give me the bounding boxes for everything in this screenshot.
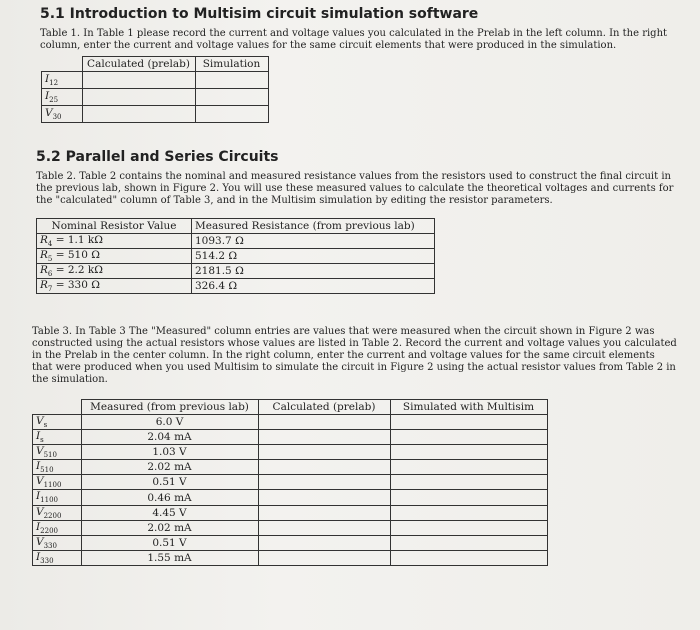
table1-header-simulation: Simulation <box>195 57 268 72</box>
table2-description: Table 2. Table 2 contains the nominal and measured resistance values from the resistors used to construct the final circuit in the previous lab, shown in Figure 2. You will use these measured values to calculate the theoretical voltages and currents for the "calculated" column of Table 3, and in the Multisim simulation by editing the resistor parameters. <box>36 171 674 206</box>
row-label: $V_{330}$ <box>33 535 82 550</box>
table-row <box>33 490 548 505</box>
simulation-cell[interactable] <box>195 72 268 89</box>
table-row <box>33 430 548 445</box>
table-row <box>37 234 435 249</box>
table3 <box>32 399 548 566</box>
calculated-cell[interactable] <box>258 505 390 520</box>
table-row <box>33 505 548 520</box>
table3-header-blank <box>33 400 82 415</box>
table-row <box>33 550 548 565</box>
row-label: $I_s$ <box>33 430 82 445</box>
nominal-cell: $R_5 = 510$ Ω <box>37 249 192 264</box>
row-label: $V_{510}$ <box>33 445 82 460</box>
table-row <box>33 475 548 490</box>
calculated-cell[interactable] <box>258 415 390 430</box>
calculated-cell[interactable] <box>82 106 195 123</box>
row-label: $V_s$ <box>33 415 82 430</box>
table2-header-nominal: Nominal Resistor Value <box>37 219 192 234</box>
section-5-2-heading: 5.2 Parallel and Series Circuits <box>36 149 279 165</box>
simulated-cell[interactable] <box>390 475 547 490</box>
calculated-cell[interactable] <box>258 535 390 550</box>
table-row <box>33 520 548 535</box>
table-row <box>33 445 548 460</box>
measured-cell: 514.2 Ω <box>192 249 435 264</box>
nominal-cell: $R_4 = 1.1$ kΩ <box>37 234 192 249</box>
table1-description: Table 1. In Table 1 please record the current and voltage values you calculated in the Prelab in the left column. In the right column, enter the current and voltage values for the same circuit elements that were produced in the simulation. <box>40 28 668 51</box>
measured-cell: 2.02 mA <box>81 460 258 475</box>
calculated-cell[interactable] <box>258 520 390 535</box>
row-label: $I_{330}$ <box>33 550 82 565</box>
table-row <box>42 106 269 123</box>
measured-cell: 2181.5 Ω <box>192 264 435 279</box>
measured-cell: 4.45 V <box>81 505 258 520</box>
nominal-cell: $R_7 = 330$ Ω <box>37 279 192 294</box>
calculated-cell[interactable] <box>258 430 390 445</box>
simulated-cell[interactable] <box>390 430 547 445</box>
measured-cell: 1.55 mA <box>81 550 258 565</box>
measured-cell: 2.04 mA <box>81 430 258 445</box>
simulated-cell[interactable] <box>390 445 547 460</box>
simulation-cell[interactable] <box>195 89 268 106</box>
row-label: $I_{12}$ <box>42 72 83 89</box>
measured-cell: 0.51 V <box>81 475 258 490</box>
measured-cell: 1093.7 Ω <box>192 234 435 249</box>
simulated-cell[interactable] <box>390 490 547 505</box>
calculated-cell[interactable] <box>258 445 390 460</box>
section-5-1-heading: 5.1 Introduction to Multisim circuit simulation software <box>40 6 479 22</box>
table-row <box>42 89 269 106</box>
table1 <box>41 56 269 123</box>
calculated-cell[interactable] <box>258 475 390 490</box>
measured-cell: 326.4 Ω <box>192 279 435 294</box>
simulated-cell[interactable] <box>390 520 547 535</box>
table1-header-blank <box>42 57 83 72</box>
table2 <box>36 218 435 294</box>
measured-cell: 0.46 mA <box>81 490 258 505</box>
table1-header-calculated: Calculated (prelab) <box>82 57 195 72</box>
table-row <box>42 72 269 89</box>
row-label: $I_{510}$ <box>33 460 82 475</box>
row-label: $I_{25}$ <box>42 89 83 106</box>
row-label: $V_{30}$ <box>42 106 83 123</box>
simulated-cell[interactable] <box>390 415 547 430</box>
table-row <box>37 249 435 264</box>
measured-cell: 1.03 V <box>81 445 258 460</box>
simulation-cell[interactable] <box>195 106 268 123</box>
table3-header-measured: Measured (from previous lab) <box>81 400 258 415</box>
row-label: $I_{2200}$ <box>33 520 82 535</box>
row-label: $V_{1100}$ <box>33 475 82 490</box>
table3-header-simulated: Simulated with Multisim <box>390 400 547 415</box>
table2-header-measured: Measured Resistance (from previous lab) <box>192 219 435 234</box>
measured-cell: 2.02 mA <box>81 520 258 535</box>
calculated-cell[interactable] <box>258 550 390 565</box>
table-row <box>37 264 435 279</box>
simulated-cell[interactable] <box>390 550 547 565</box>
table-row <box>37 279 435 294</box>
calculated-cell[interactable] <box>82 89 195 106</box>
row-label: $V_{2200}$ <box>33 505 82 520</box>
measured-cell: 6.0 V <box>81 415 258 430</box>
table3-description: Table 3. In Table 3 The "Measured" column entries are values that were measured when the circuit shown in Figure 2 was constructed using the actual resistors whose values are listed in Table 2. Record the current and voltage values you calculated in the Prelab in the center column. In the right column, enter the current and voltage values for the same circuit elements that were produced when you used Multisim to simulate the circuit in Figure 2 using the actual resistor values from Table 2 in the simulation. <box>32 326 677 385</box>
table3-header-calculated: Calculated (prelab) <box>258 400 390 415</box>
nominal-cell: $R_6 = 2.2$ kΩ <box>37 264 192 279</box>
table-row <box>33 460 548 475</box>
calculated-cell[interactable] <box>258 460 390 475</box>
simulated-cell[interactable] <box>390 460 547 475</box>
calculated-cell[interactable] <box>82 72 195 89</box>
table-row <box>33 535 548 550</box>
table-row <box>33 415 548 430</box>
row-label: $I_{1100}$ <box>33 490 82 505</box>
simulated-cell[interactable] <box>390 535 547 550</box>
measured-cell: 0.51 V <box>81 535 258 550</box>
simulated-cell[interactable] <box>390 505 547 520</box>
calculated-cell[interactable] <box>258 490 390 505</box>
